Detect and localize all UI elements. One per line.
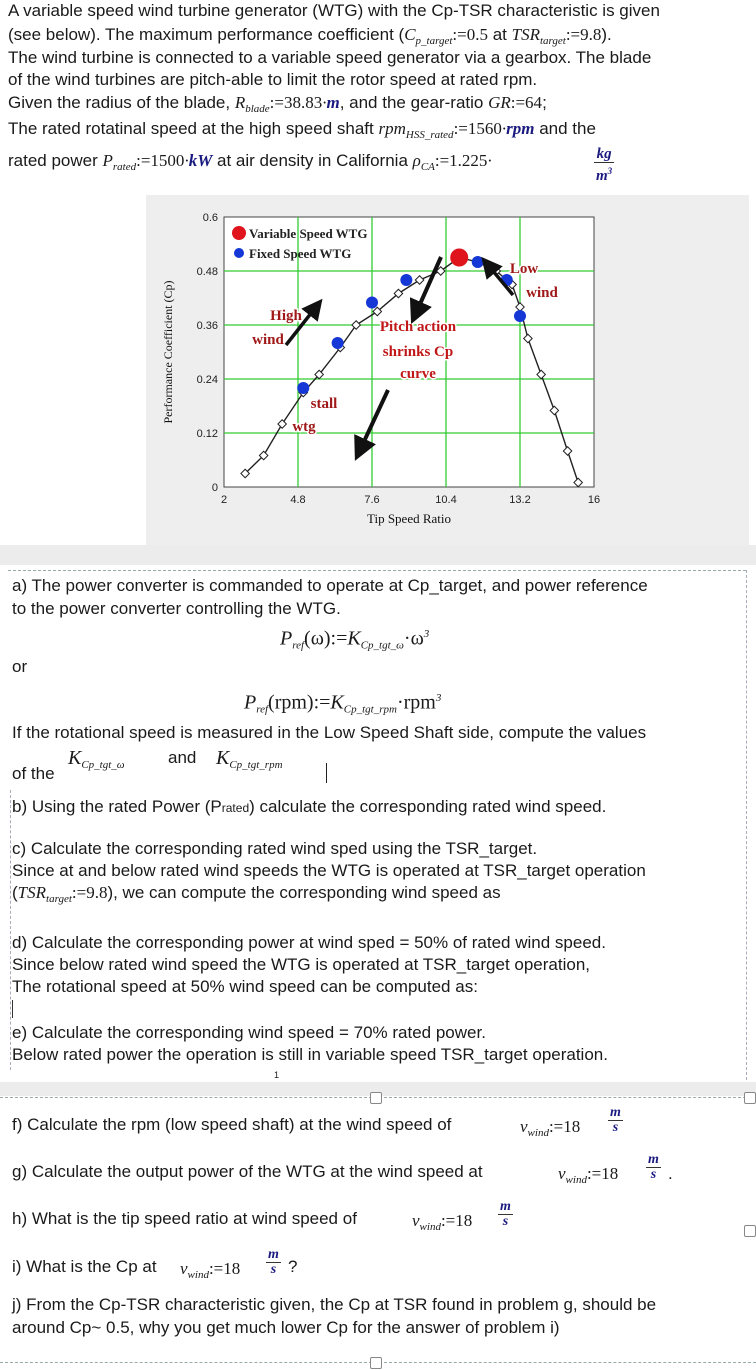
rho-ca-var: $\rho_{CA}:=1.225\cdot$ [412,151,492,173]
fixed-speed-point [472,256,484,268]
x-tick-label: 4.8 [290,494,306,506]
x-tick-label: 16 [587,494,601,506]
x-tick-label: 10.4 [435,494,457,506]
fixed-speed-point [332,337,344,349]
region-resize-handle-bottom[interactable] [370,1357,382,1369]
annotation-pitch-1: Pitch action [379,319,457,335]
qe-line-1: e) Calculate the corresponding wind speed = 70% rated power. [12,1023,486,1042]
qg-unit-fraction: $\frac{m}{s}$ [648,1152,659,1182]
qh-unit-fraction: $\frac{m}{s}$ [500,1199,511,1229]
text-cursor-2 [12,1000,13,1018]
qi-vwind: $v_{wind}:=18$ [180,1259,241,1281]
eq-pref-rpm: $P_{ref}(rpm):=K_{Cp\_tgt\_rpm}\cdot rpm^3$ [244,691,442,716]
k-cp-tgt-rpm: $K_{Cp\_tgt\_rpm}$ [216,747,283,771]
y-tick-label: 0.24 [196,374,218,386]
qa-line-3: If the rotational speed is measured in the Low Speed Shaft side, compute the values [12,723,647,742]
region-border-top [8,570,746,571]
annotation-stall-2: wtg [292,419,316,435]
intro-line-3: The wind turbine is connected to a variable speed generator via a gearbox. The blade [8,48,652,67]
qi-unit-fraction: $\frac{m}{s}$ [268,1247,279,1277]
qf-unit-fraction: $\frac{m}{s}$ [610,1105,621,1135]
y-tick-label: 0 [211,482,218,494]
y-tick-label: 0.12 [196,428,218,440]
qg-vwind: $v_{wind}:=18$ [558,1164,619,1186]
annotation-stall-1: stall [310,396,338,412]
intro-line-7: rated power $P_{rated}:=1500\cdot kW$ at air density in California $\rho_{CA}:=1.225\cdot$ [8,151,492,173]
qi-tail: ? [288,1257,298,1276]
y-axis-label: Performance Coefficient (Cp) [161,280,175,424]
chart-panel [146,195,749,545]
intro-line-1: A variable speed wind turbine generator (WTG) with the Cp-TSR characteristic is given [8,1,660,20]
intro-line-4: of the wind turbines are pitch-able to limit the rotor speed at rated rpm. [8,70,538,89]
x-tick-label: 2 [220,494,228,506]
text-cursor [326,763,327,783]
qd-line-2: Since below rated wind speed the WTG is operated at TSR_target operation, [12,955,591,974]
eq-pref-omega: $P_{ref}(\omega):=K_{Cp\_tgt\_\omega}\cdot\omega^3$ [280,627,430,652]
qj-line-2: around Cp~ 0.5, why you get much lower Cp for the answer of problem i) [12,1318,560,1337]
region-resize-handle-right[interactable] [744,1225,756,1237]
cp-target-var: $C_{p\_target}:=0.5$ [404,25,488,47]
qg-tail: . [668,1164,673,1183]
qg-line: g) Calculate the output power of the WTG at the wind speed at [12,1162,483,1181]
qd-line-3: The rotational speed at 50% wind speed can be computed as: [12,977,478,996]
legend-label-variable: Variable Speed WTG [249,226,368,241]
rpm-hss-var: rpm$_{HSS\_rated}$:=1560·rpm [378,119,535,141]
gear-ratio-var: GR:=64 [488,93,543,112]
page-number: 1 [274,1070,280,1080]
qa-and: and [168,748,197,767]
intro-line-2: (see below). The maximum performance coefficient ($C_{p\_target}:=0.5$ at $TSR_{target}:=9.8$). [8,25,612,47]
qd-line-1: d) Calculate the corresponding power at wind sped = 50% of rated wind speed. [12,933,606,952]
annotation-low-wind-1: Low [509,261,539,277]
region-border-right [746,570,747,1080]
qe-line-2: Below rated power the operation is still in variable speed TSR_target operation. [12,1045,608,1064]
annotation-high-wind-1: High [270,308,302,324]
p-rated-var: $P_{rated}:=1500\cdot kW$ [102,151,213,173]
intro-line-6: The rated rotatinal speed at the high speed shaft rpm$_{HSS\_rated}$:=1560·rpm and the [8,119,596,141]
legend-marker-variable [232,226,246,240]
tsr-target-var: $TSR_{target}:=9.8$ [511,25,602,47]
intro-line-2b: at [487,25,512,44]
region-resize-handle-top-right[interactable] [744,1092,756,1104]
qb-line: b) Using the rated Power (Prated) calculate the corresponding rated wind speed. [12,797,607,816]
fixed-speed-point [366,297,378,309]
qc-line-1: c) Calculate the corresponding rated wind sped using the TSR_target. [12,839,538,858]
fixed-speed-point [297,382,309,394]
annotation-pitch-2: shrinks Cp [382,344,454,360]
r-blade-var: $R_{blade}:=38.83\cdot m$ [234,93,340,115]
annotation-high-wind-2: wind [252,332,284,348]
x-tick-label: 7.6 [364,494,380,506]
region-border-left [10,790,11,1070]
qi-line: i) What is the Cp at [12,1257,157,1276]
rho-unit-fraction: $\frac{kg}{m^3}$ [596,146,613,184]
intro-line-2a: (see below). The maximum performance coefficient ( [8,25,405,44]
k-cp-tgt-omega: $K_{Cp\_tgt\_\omega}$ [68,747,125,771]
y-tick-label: 0.48 [196,266,218,278]
region-resize-handle-top[interactable] [370,1092,382,1104]
fixed-speed-point [514,310,526,322]
qa-line-4: of the [12,764,55,783]
qc-line-2: Since at and below rated wind speeds the WTG is operated at TSR_target operation [12,861,646,880]
variable-speed-point [450,249,468,267]
qj-line-1: j) From the Cp-TSR characteristic given, the Cp at TSR found in problem g, should be [12,1295,657,1314]
qa-line-1: a) The power converter is commanded to operate at Cp_target, and power reference [12,576,648,595]
y-tick-label: 0.6 [202,212,218,224]
annotation-pitch-3: curve [400,366,436,382]
intro-line-5: Given the radius of the blade, $R_{blade}:=38.83\cdot m$, and the gear-ratio GR:=64; [8,93,547,115]
qh-vwind: $v_{wind}:=18$ [412,1211,473,1233]
y-tick-label: 0.36 [196,320,218,332]
qh-line: h) What is the tip speed ratio at wind speed of [12,1209,357,1228]
annotation-low-wind-2: wind [526,285,558,301]
qc-line-3: $(TSR_{target}:=9.8)$, we can compute the corresponding wind speed as [12,883,501,905]
qf-vwind: $v_{wind}:=18$ [520,1117,581,1139]
legend-marker-fixed [234,248,244,258]
cp-tsr-chart [146,195,749,545]
qa-or: or [12,657,28,676]
x-tick-label: 13.2 [509,494,531,506]
legend-label-fixed: Fixed Speed WTG [249,246,352,261]
fixed-speed-point [400,274,412,286]
x-axis-label: Tip Speed Ratio [366,511,452,526]
qa-line-2: to the power converter controlling the WTG. [12,599,341,618]
separator-band-1 [0,545,756,565]
qf-line: f) Calculate the rpm (low speed shaft) at the wind speed of [12,1115,452,1134]
